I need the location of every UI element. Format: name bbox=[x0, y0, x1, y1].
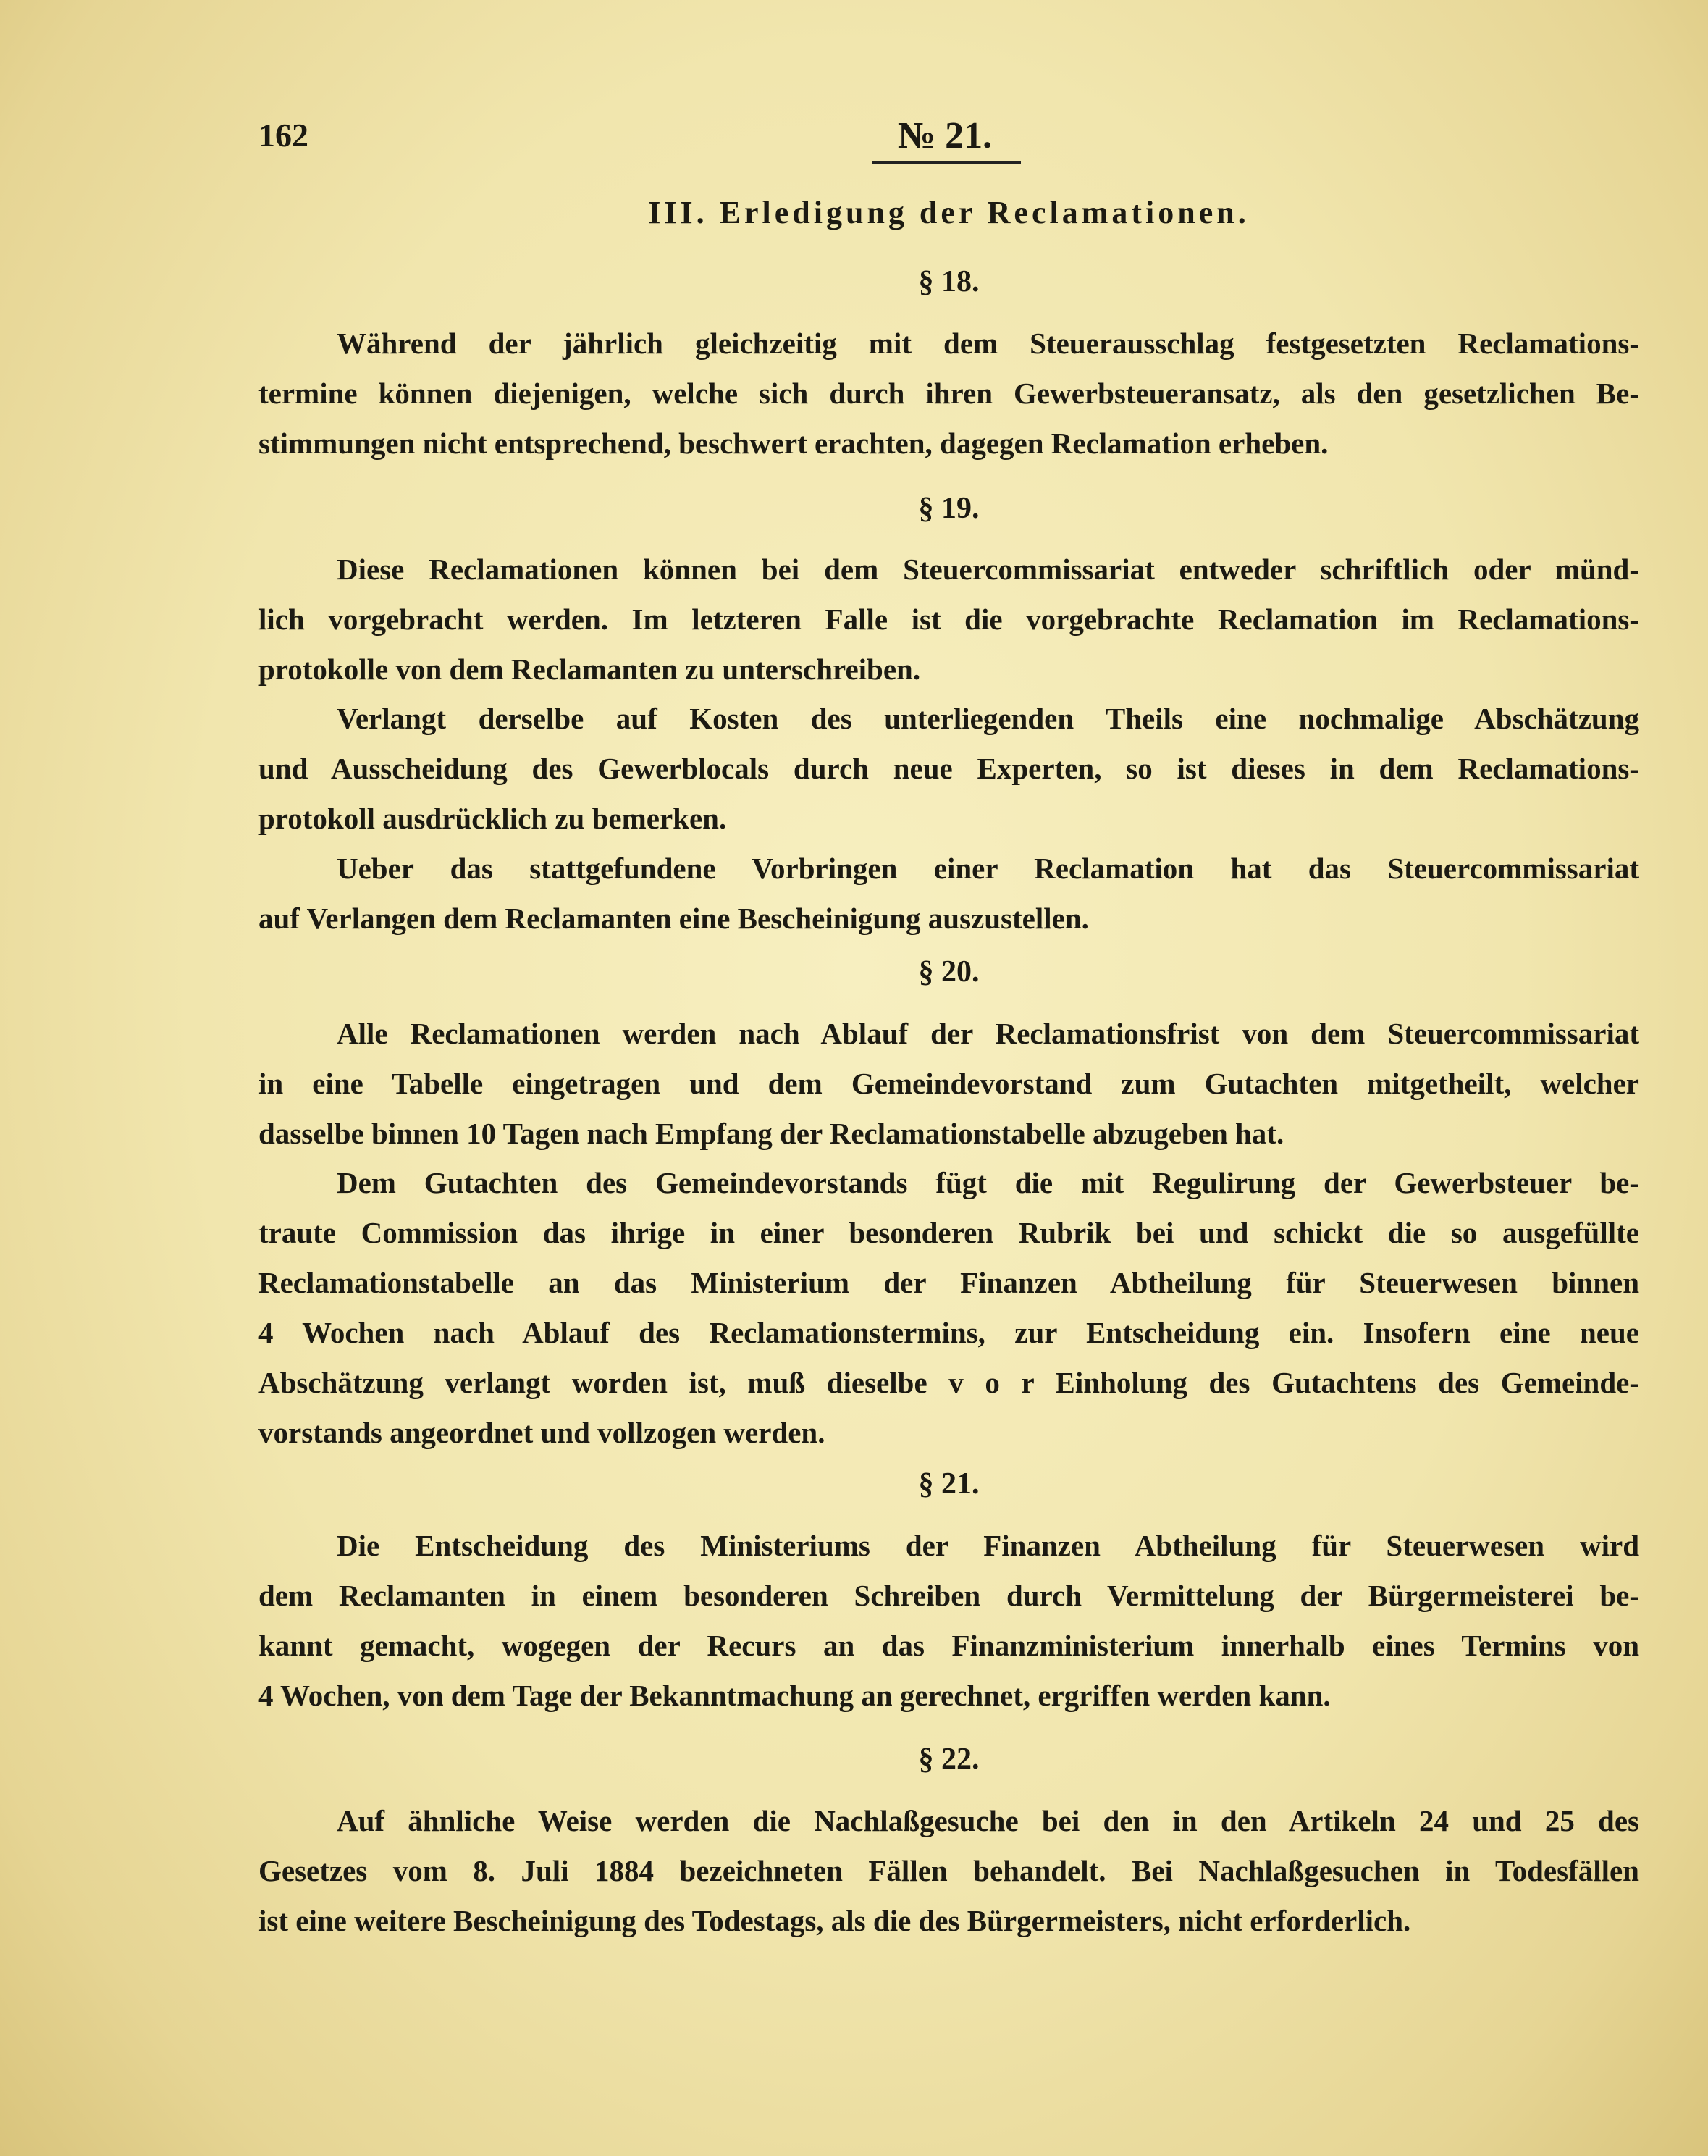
text-line: termine können diejenigen, welche sich durch ihren Gewerbsteueransatz, als den gesetzlichen Be- bbox=[258, 377, 1639, 410]
paragraph-heading: § 21. bbox=[918, 1467, 980, 1501]
text-paragraph bbox=[258, 844, 1639, 944]
text-line: Abschätzung verlangt worden ist, muß dieselbe v o r Einholung des Gutachtens des Gemeinde- bbox=[258, 1366, 1639, 1399]
text-line: in eine Tabelle eingetragen und dem Gemeindevorstand zum Gutachten mitgetheilt, welcher bbox=[258, 1067, 1639, 1100]
issue-underline bbox=[872, 161, 1021, 164]
text-line: dasselbe binnen 10 Tagen nach Empfang der Reclamationstabelle abzugeben hat. bbox=[258, 1117, 1284, 1150]
text-line: Dem Gutachten des Gemeindevorstands fügt die mit Regulirung der Gewerbsteuer be- bbox=[337, 1166, 1639, 1199]
text-paragraph bbox=[258, 694, 1639, 844]
paragraph-heading: § 20. bbox=[918, 955, 980, 989]
text-line: stimmungen nicht entsprechend, beschwert erachten, dagegen Reclamation erheben. bbox=[258, 427, 1329, 460]
text-line: Reclamationstabelle an das Ministerium der Finanzen Abtheilung für Steuerwesen binnen bbox=[258, 1266, 1639, 1299]
text-line: 4 Wochen, von dem Tage der Bekanntmachung an gerechnet, ergriffen werden kann. bbox=[258, 1679, 1331, 1712]
text-line: Ueber das stattgefundene Vorbringen einer Reclamation hat das Steuercommissariat bbox=[337, 852, 1639, 885]
text-line: und Ausscheidung des Gewerblocals durch neue Experten, so ist dieses in dem Reclamations- bbox=[258, 752, 1639, 785]
text-line: Gesetzes vom 8. Juli 1884 bezeichneten Fällen behandelt. Bei Nachlaßgesuchen in Todesfällen bbox=[258, 1854, 1639, 1887]
paragraph-heading: § 19. bbox=[918, 492, 980, 525]
text-paragraph bbox=[258, 1796, 1639, 1946]
text-paragraph bbox=[258, 1158, 1639, 1458]
text-line: vorstands angeordnet und vollzogen werden. bbox=[258, 1416, 825, 1449]
text-paragraph bbox=[258, 319, 1639, 469]
text-line: auf Verlangen dem Reclamanten eine Bescheinigung auszustellen. bbox=[258, 902, 1089, 935]
text-line: protokoll ausdrücklich zu bemerken. bbox=[258, 802, 727, 835]
text-line: Verlangt derselbe auf Kosten des unterliegenden Theils eine nochmalige Abschätzung bbox=[337, 702, 1639, 735]
text-line: protokolle von dem Reclamanten zu unterschreiben. bbox=[258, 653, 921, 686]
paragraph-heading: § 22. bbox=[918, 1742, 980, 1776]
text-line: Während der jährlich gleichzeitig mit dem Steuerausschlag festgesetzten Reclamations- bbox=[337, 327, 1639, 360]
paragraph-heading: § 18. bbox=[918, 265, 980, 298]
text-line: Diese Reclamationen können bei dem Steuercommissariat entweder schriftlich oder münd- bbox=[337, 553, 1639, 586]
text-paragraph bbox=[258, 545, 1639, 695]
text-line: lich vorgebracht werden. Im letzteren Falle ist die vorgebrachte Reclamation im Reclamations- bbox=[258, 603, 1639, 636]
section-title: III. Erledigung der Reclamationen. bbox=[648, 195, 1250, 230]
text-line: traute Commission das ihrige in einer besonderen Rubrik bei und schickt die so ausgefüllte bbox=[258, 1216, 1639, 1249]
text-paragraph bbox=[258, 1009, 1639, 1159]
page-number: 162 bbox=[258, 117, 308, 154]
text-line: Alle Reclamationen werden nach Ablauf der Reclamationsfrist von dem Steuercommissariat bbox=[337, 1017, 1639, 1050]
issue-number: № 21. bbox=[897, 115, 993, 156]
text-line: kannt gemacht, wogegen der Recurs an das Finanzministerium innerhalb eines Termins von bbox=[258, 1629, 1639, 1662]
text-line: Die Entscheidung des Ministeriums der Finanzen Abtheilung für Steuerwesen wird bbox=[337, 1529, 1639, 1562]
text-line: dem Reclamanten in einem besonderen Schreiben durch Vermittelung der Bürgermeisterei be- bbox=[258, 1579, 1639, 1612]
text-line: ist eine weitere Bescheinigung des Todestags, als die des Bürgermeisters, nicht erforderlich. bbox=[258, 1904, 1411, 1937]
text-line: Auf ähnliche Weise werden die Nachlaßgesuche bei den in den Artikeln 24 und 25 des bbox=[337, 1804, 1639, 1837]
text-paragraph bbox=[258, 1521, 1639, 1721]
text-line: 4 Wochen nach Ablauf des Reclamationstermins, zur Entscheidung ein. Insofern eine neue bbox=[258, 1316, 1639, 1349]
